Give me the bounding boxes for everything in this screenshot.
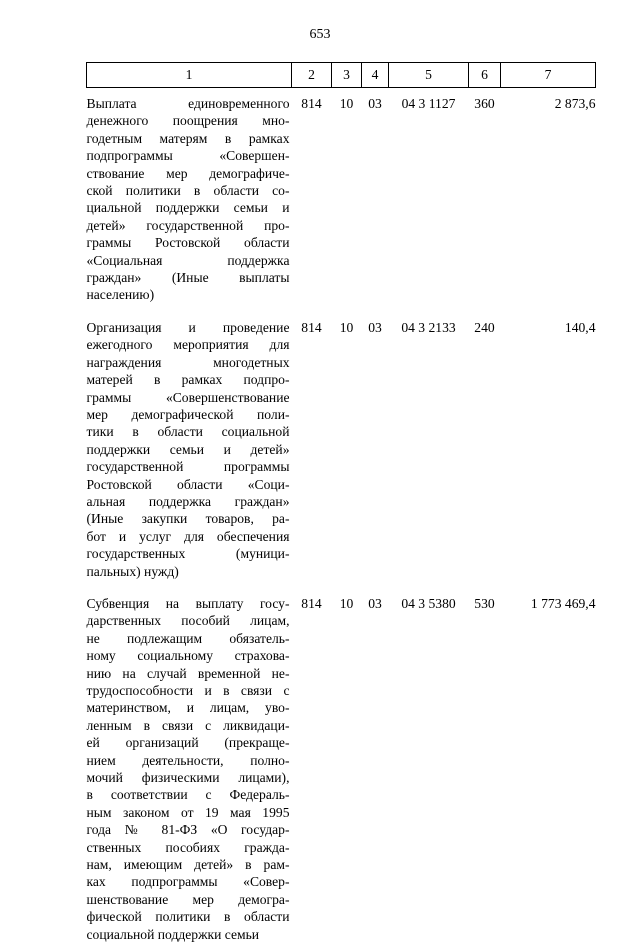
description-line: государственной программы: [87, 458, 290, 475]
description-line: денежного поощрения мно-: [87, 112, 290, 129]
description-line: тики в области социальной: [87, 423, 290, 440]
expense-type-cell: 530: [469, 588, 501, 951]
target-article-cell: 04 3 2133: [389, 312, 469, 588]
subsection-cell: 03: [362, 88, 389, 312]
description-line: ствование мер демографиче-: [87, 165, 290, 182]
description-line: циальной поддержки семьи и: [87, 199, 290, 216]
page-number: 653: [0, 27, 640, 43]
table-body: [87, 88, 596, 951]
admin-code-cell: 814: [292, 312, 332, 588]
column-header-1: 1: [87, 63, 292, 88]
description-line: «Социальная поддержка: [87, 252, 290, 269]
description-line: ленным в связи с ликвидаци-: [87, 717, 290, 734]
admin-code-cell: 814: [292, 588, 332, 951]
table-row: [87, 312, 596, 588]
description-line: матерей в рамках подпро-: [87, 371, 290, 388]
amount-cell: 1 773 469,4: [501, 588, 596, 951]
target-article-cell: 04 3 1127: [389, 88, 469, 312]
description-line: ках подпрограммы «Совер-: [87, 873, 290, 890]
description-line: ской политики в области со-: [87, 182, 290, 199]
description-line: государственных (муници-: [87, 545, 290, 562]
description-line: нию на случай временной не-: [87, 665, 290, 682]
amount-cell: 2 873,6: [501, 88, 596, 312]
row-description: [87, 312, 292, 588]
description-line: годетным матерям в рамках: [87, 130, 290, 147]
amount-cell: 140,4: [501, 312, 596, 588]
description-line: (Иные закупки товаров, ра-: [87, 510, 290, 527]
description-line: социальной поддержки семьи: [87, 926, 290, 943]
description-line: года № 81-ФЗ «О государ-: [87, 821, 290, 838]
description-line: населению): [87, 286, 290, 303]
description-line: Выплата единовременного: [87, 95, 290, 112]
column-header-5: 5: [389, 63, 469, 88]
description-line: материнством, и лицам, уво-: [87, 699, 290, 716]
column-header-4: 4: [362, 63, 389, 88]
column-header-3: 3: [332, 63, 362, 88]
expense-type-cell: 240: [469, 312, 501, 588]
description-line: награждения многодетных: [87, 354, 290, 371]
description-line: альная поддержка граждан»: [87, 493, 290, 510]
description-line: граждан» (Иные выплаты: [87, 269, 290, 286]
description-line: дарственных пособий лицам,: [87, 612, 290, 629]
column-number-header: [87, 63, 596, 88]
expense-type-cell: 360: [469, 88, 501, 312]
description-line: нием деятельности, полно-: [87, 752, 290, 769]
description-line: фической политики в области: [87, 908, 290, 925]
description-line: ей организаций (прекраще-: [87, 734, 290, 751]
column-header-2: 2: [292, 63, 332, 88]
description-line: нам, имеющим детей» в рам-: [87, 856, 290, 873]
table-row: [87, 588, 596, 951]
description-line: ственных пособиях гражда-: [87, 839, 290, 856]
table-row: [87, 88, 596, 312]
description-line: бот и услуг для обеспечения: [87, 528, 290, 545]
description-line: Организация и проведение: [87, 319, 290, 336]
subsection-cell: 03: [362, 312, 389, 588]
section-cell: 10: [332, 88, 362, 312]
budget-table: [86, 62, 596, 951]
description-line: трудоспособности и в связи с: [87, 682, 290, 699]
description-line: мер демографической поли-: [87, 406, 290, 423]
description-line: Ростовской области «Соци-: [87, 476, 290, 493]
description-line: не подлежащим обязатель-: [87, 630, 290, 647]
admin-code-cell: 814: [292, 88, 332, 312]
target-article-cell: 04 3 5380: [389, 588, 469, 951]
description-line: граммы Ростовской области: [87, 234, 290, 251]
description-line: детей» государственной про-: [87, 217, 290, 234]
description-line: Субвенция на выплату госу-: [87, 595, 290, 612]
description-line: граммы «Совершенствование: [87, 389, 290, 406]
description-line: ному социальному страхова-: [87, 647, 290, 664]
description-line: мочий физическими лицами),: [87, 769, 290, 786]
description-line: в соответствии с Федераль-: [87, 786, 290, 803]
section-cell: 10: [332, 312, 362, 588]
description-line: подпрограммы «Совершен-: [87, 147, 290, 164]
section-cell: 10: [332, 588, 362, 951]
subsection-cell: 03: [362, 588, 389, 951]
row-description: [87, 88, 292, 312]
description-line: шенствование мер демогра-: [87, 891, 290, 908]
column-header-6: 6: [469, 63, 501, 88]
description-line: поддержки семьи и детей»: [87, 441, 290, 458]
description-line: ежегодного мероприятия для: [87, 336, 290, 353]
row-description: [87, 588, 292, 951]
description-line: ным законом от 19 мая 1995: [87, 804, 290, 821]
description-line: пальных) нужд): [87, 563, 290, 580]
column-header-7: 7: [501, 63, 596, 88]
